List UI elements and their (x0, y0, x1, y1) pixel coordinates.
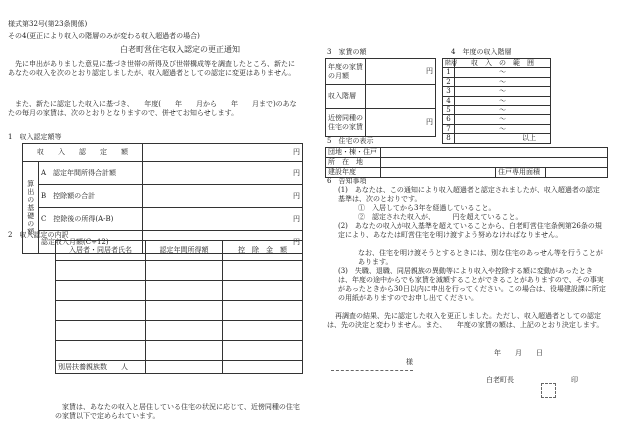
tier-row (443, 96, 551, 105)
tier-level: 8 (443, 134, 455, 143)
housing-year-label: 建設年度 (326, 168, 381, 178)
notice-item-1a: ① 入居してから3年を経過していること。 (358, 204, 496, 212)
tier-range: ～ (455, 96, 551, 105)
tier-range: ～ (455, 68, 551, 77)
income-side-label: 算出の基礎の額 (23, 162, 39, 254)
rent-monthly-label: 年度の家賃の月額 (326, 59, 366, 85)
housing-row-unit (326, 148, 608, 158)
tier-range: ～ (455, 105, 551, 114)
income-row-b-label: B 控除額の合計 (39, 185, 143, 208)
closing-statement: 再調査の結果、先に認定した収入を更正しました。ただし、収入超過者としての認定は、先の決定と変わりません。また、 年度の家賃の額は、上記のとおり決定します。 (327, 312, 604, 330)
tier-level: 3 (443, 87, 455, 96)
seal-box (541, 383, 556, 398)
income-row-monthly-label: 認定収入月額(C÷12) (39, 231, 143, 254)
breakdown-col-income: 認定年間所得額 (146, 241, 223, 261)
form-subtitle: その4(更正により収入の階層のみが変わる収入超過者の場合) (8, 32, 200, 40)
notice-item-1b: ② 認定された収入が、 円を超えていること。 (358, 213, 523, 221)
notice-item-2b: なお、住宅を明け渡そうとするときには、別な住宅のあっせん等を行うことがあります。 (358, 249, 603, 267)
rent-tier-label: 収入階層 (326, 85, 366, 109)
breakdown-header-row (56, 241, 303, 261)
housing-address-label: 所 在 地 (326, 158, 381, 168)
notice-item-2: (2) あなたの収入が収入基準を超えていることから、白老町営住宅条例第26条の規定により、あなたは町営住宅を明け渡すよう努めなければなりません。 (338, 222, 602, 240)
tier-row (443, 105, 551, 114)
income-row-c-yen: 円 (143, 208, 303, 231)
rent-tier-value (366, 85, 436, 109)
tier-col-level: 階層 (443, 59, 455, 68)
section5-heading: 5 住宅の表示 (327, 137, 374, 145)
tier-row (443, 68, 551, 77)
issuer: 白老町長 (486, 376, 514, 384)
section1-heading: 1 収入認定額等 (8, 133, 62, 141)
table-row (56, 261, 303, 281)
rent-note: 家賃は、あなたの収入と居住している住宅の状況に応じて、近傍同種の住宅の家賃以下で定められています。 (55, 403, 300, 421)
income-yen: 円 (143, 144, 303, 162)
tier-range: ～ (455, 115, 551, 124)
housing-row-year (326, 168, 608, 178)
rent-row-nearby (326, 109, 436, 137)
income-row-b (23, 185, 303, 208)
income-row-a (23, 162, 303, 185)
housing-table (325, 147, 608, 178)
income-header-label: 収 入 認 定 額 (23, 144, 143, 162)
seal-label: 印 (571, 376, 578, 384)
intro-paragraph-2: また、新たに認定した収入に基づき、 年度( 年 月から 年 月まで)のあなたの毎月の家賃は、次のとおりとなりますので、併せてお知らせします。 (8, 100, 297, 118)
notice-item-3: (3) 失職、退職、同居親族の異動等により収入や控除する額に変動があったときは、年度の途中からでも家賃を減額することができることがありますので、その事実があったときから30日以内に申出を行ってください。この場合は、役場建設課に所定の用紙がありますのでお申し出てください。 (338, 267, 606, 303)
notice-item-1: (1) あなたは、この通知により収入超過者と認定されましたが、収入超過者の認定基準は、次のとおりです。 (338, 186, 600, 204)
rent-nearby-value: 円 (366, 109, 436, 137)
tier-level: 6 (443, 115, 455, 124)
income-row-a-label: A 認定年間所得合計額 (39, 162, 143, 185)
table-row (56, 321, 303, 341)
rent-table (325, 58, 436, 137)
housing-unit-label: 団地・棟・住戸 (326, 148, 381, 158)
income-row-a-yen: 円 (143, 162, 303, 185)
document-title: 白老町営住宅収入認定の更正通知 (120, 45, 240, 54)
tier-row (443, 134, 551, 143)
income-row-b-yen: 円 (143, 185, 303, 208)
tier-level: 1 (443, 68, 455, 77)
form-number: 様式第32号(第23条関係) (8, 20, 88, 28)
tier-row (443, 77, 551, 86)
tier-range: 以上 (455, 134, 551, 143)
tier-level: 7 (443, 124, 455, 133)
tier-range: ～ (455, 87, 551, 96)
issue-date: 年 月 日 (494, 349, 543, 357)
tier-row (443, 115, 551, 124)
breakdown-col-name: 入居者・同居者氏名 (56, 241, 146, 261)
tier-col-range: 収 入 の 範 囲 (455, 59, 551, 68)
breakdown-col-deduction: 控 除 金 額 (223, 241, 303, 261)
section3-heading: 3 家賃の額 (327, 48, 367, 56)
income-row-c (23, 208, 303, 231)
section6-heading: 6 告知事項 (327, 177, 367, 185)
tier-row (443, 124, 551, 133)
income-header-row (23, 144, 303, 162)
tier-level: 2 (443, 77, 455, 86)
breakdown-dependents-row (56, 361, 303, 374)
addressee: 様 (406, 358, 413, 366)
breakdown-dependents-label: 別居扶養親族数 人 (56, 361, 146, 374)
tier-range: ～ (455, 77, 551, 86)
housing-row-address (326, 158, 608, 168)
rent-monthly-value: 円 (366, 59, 436, 85)
table-row (56, 341, 303, 361)
addressee-line (331, 370, 413, 371)
housing-area-value (546, 168, 608, 178)
rent-nearby-label: 近傍同種の住宅の家賃 (326, 109, 366, 137)
table-row (56, 301, 303, 321)
tier-row (443, 87, 551, 96)
income-row-c-label: C 控除後の所得(A-B) (39, 208, 143, 231)
tier-table (442, 58, 551, 144)
tier-range: ～ (455, 124, 551, 133)
section2-heading: 2 収入認定の内訳 (8, 231, 69, 239)
rent-row-monthly (326, 59, 436, 85)
housing-area-label: 住戸専用面積 (496, 168, 546, 178)
breakdown-table (55, 240, 303, 374)
intro-paragraph-1: 先に申出がありました意見に基づき世帯の所得及び世帯構成等を調査したところ、新たにあなたの収入を次のとおり認定しましたが、収入超過者としての認定に変更はありません。 (8, 60, 296, 78)
rent-row-tier (326, 85, 436, 109)
income-row-monthly-yen: 円 (143, 231, 303, 254)
tier-header-row (443, 59, 551, 68)
tier-level: 4 (443, 96, 455, 105)
section4-heading: 4 年度の収入階層 (451, 48, 512, 56)
table-row (56, 281, 303, 301)
tier-level: 5 (443, 105, 455, 114)
